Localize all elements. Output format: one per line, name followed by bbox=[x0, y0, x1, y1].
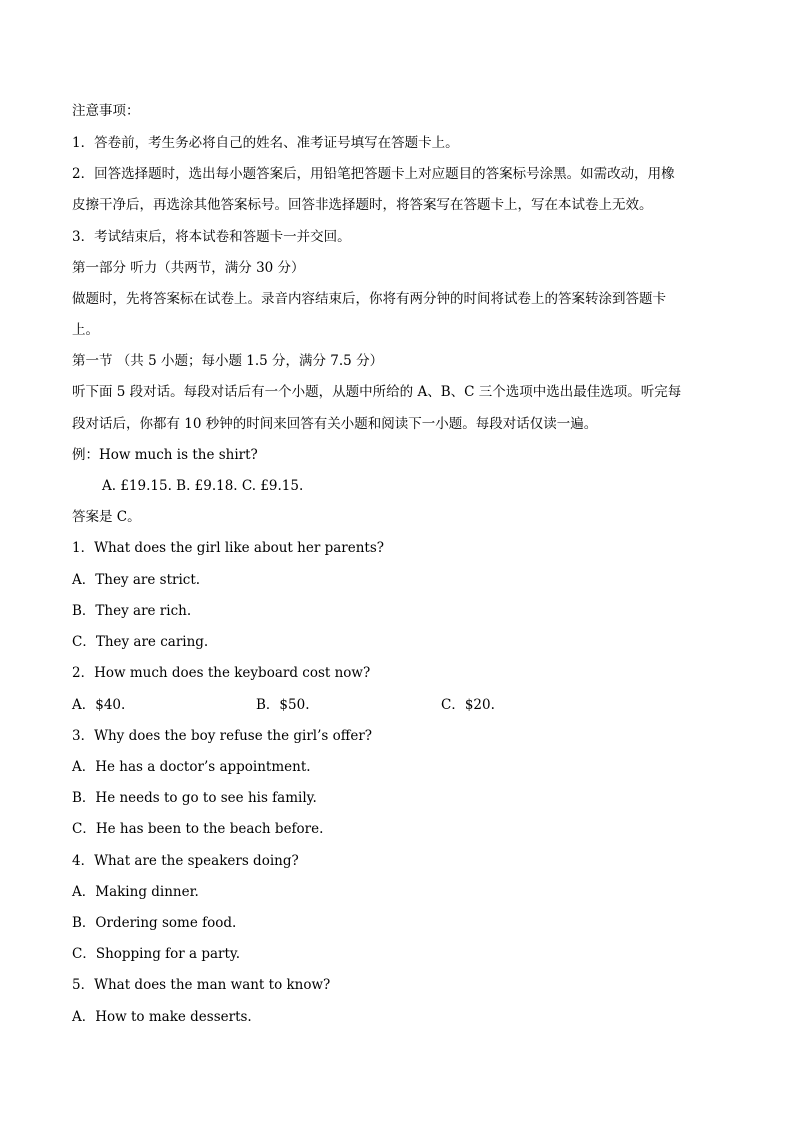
question-5: 5．What does the man want to know? bbox=[72, 977, 331, 993]
section1-instruction-line-1: 听下面 5 段对话。每段对话后有一个小题，从题中所给的 A、B、C 三个选项中选出最佳选项。听完每 bbox=[72, 384, 682, 400]
question-1: 1．What does the girl like about her parents? bbox=[72, 540, 384, 556]
example-answer: 答案是 C。 bbox=[72, 509, 141, 525]
section1-instruction-line-2: 段对话后，你都有 10 秒钟的时间来回答有关小题和阅读下一小题。每段对话仅读一遍。 bbox=[72, 416, 598, 432]
notice-item-1: 1．答卷前，考生务必将自己的姓名、准考证号填写在答题卡上。 bbox=[72, 135, 459, 151]
question-4-option-c: C．Shopping for a party. bbox=[72, 946, 241, 962]
section1-title: 第一节 （共 5 小题；每小题 1.5 分，满分 7.5 分） bbox=[72, 353, 384, 369]
question-3: 3．Why does the boy refuse the girl’s offer? bbox=[72, 728, 373, 744]
question-3-option-b: B．He needs to go to see his family. bbox=[72, 790, 317, 806]
question-2-option-b: B．$50. bbox=[256, 697, 310, 713]
question-5-option-a: A．How to make desserts. bbox=[72, 1009, 252, 1025]
example-question: 例：How much is the shirt? bbox=[72, 447, 258, 463]
question-1-option-c: C．They are caring. bbox=[72, 634, 209, 650]
question-4-option-b: B．Ordering some food. bbox=[72, 915, 237, 931]
part1-instruction-line-1: 做题时，先将答案标在试卷上。录音内容结束后，你将有两分钟的时间将试卷上的答案转涂到答题卡 bbox=[72, 291, 666, 307]
question-4-option-a: A．Making dinner. bbox=[72, 884, 199, 900]
question-2-option-c: C．$20. bbox=[441, 697, 495, 713]
notice-item-2-line-2: 皮擦干净后，再选涂其他答案标号。回答非选择题时，将答案写在答题卡上，写在本试卷上无效。 bbox=[72, 197, 653, 213]
question-3-option-a: A．He has a doctor’s appointment. bbox=[72, 759, 311, 775]
part1-title: 第一部分 听力（共两节，满分 30 分） bbox=[72, 260, 305, 276]
example-options: A. £19.15. B. £9.18. C. £9.15. bbox=[102, 478, 304, 494]
question-1-option-b: B．They are rich. bbox=[72, 603, 192, 619]
question-1-option-a: A．They are strict. bbox=[72, 572, 201, 588]
question-2: 2．How much does the keyboard cost now? bbox=[72, 665, 371, 681]
notice-heading: 注意事项： bbox=[72, 103, 140, 119]
notice-item-3: 3．考试结束后，将本试卷和答题卡一并交回。 bbox=[72, 229, 351, 245]
part1-instruction-line-2: 上。 bbox=[72, 322, 99, 338]
question-4: 4．What are the speakers doing? bbox=[72, 853, 299, 869]
notice-item-2-line-1: 2．回答选择题时，选出每小题答案后，用铅笔把答题卡上对应题目的答案标号涂黑。如需改动，用橡 bbox=[72, 166, 675, 182]
question-2-option-a: A．$40. bbox=[72, 697, 126, 713]
question-3-option-c: C．He has been to the beach before. bbox=[72, 821, 324, 837]
